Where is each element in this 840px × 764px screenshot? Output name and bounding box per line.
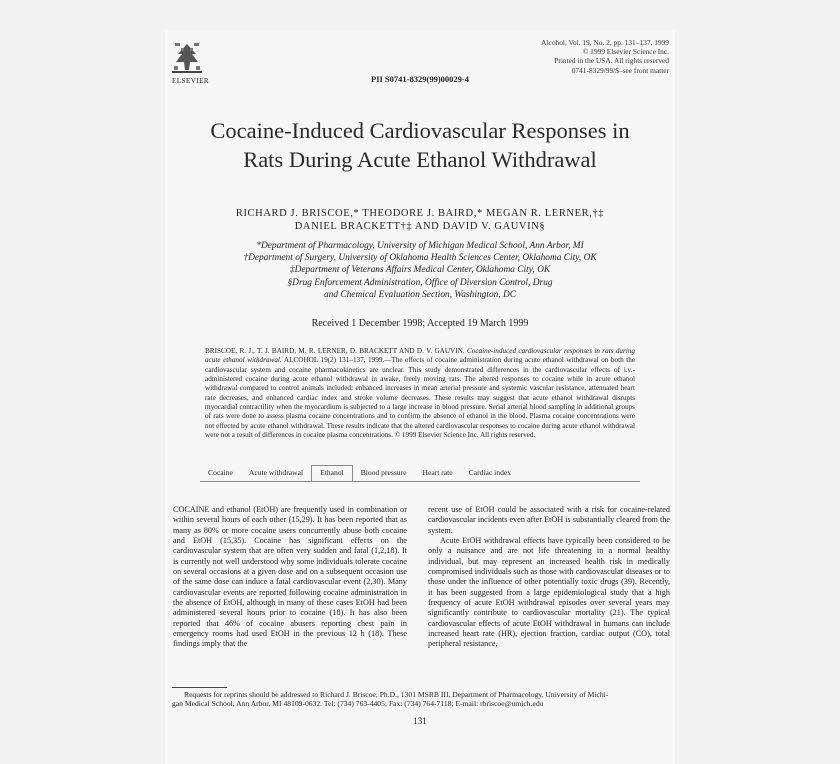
elsevier-logo-icon [172,40,202,74]
elsevier-logo-text: ELSEVIER [172,77,210,85]
journal-meta-line: © 1999 Elsevier Science Inc. [582,47,669,57]
footnote [172,690,672,709]
footnote-line-2: gan Medical School, Ann Arbor, MI 48109-0632. Tel: (734) 763-4405; Fax: (734) 764-7118; E-mail: rbriscoe@umich.edu [172,699,544,709]
authors-line-2: DANIEL BRACKETT†‡ AND DAVID V. GAUVIN§ [294,221,546,232]
affiliations [0,240,840,301]
page-number: 131 [413,716,427,726]
keyword-tab[interactable]: Heart rate [422,468,453,477]
keyword-tab[interactable]: Acute withdrawal [248,468,304,477]
abstract-citation-title: Cocaine-induced cardiovascular responses in rats during acute ethanol withdrawal. [205,347,635,365]
body-column-right [428,505,670,650]
keyword-tab-selected[interactable]: Ethanol [311,465,353,481]
body-column-left [173,505,407,650]
journal-meta-line: Printed in the USA. All rights reserved [554,56,669,66]
footnote-divider [172,687,227,688]
journal-meta [541,38,669,75]
abstract-citation-authors: BRISCOE, R. J., T. J. BAIRD, M. R. LERNER, D. BRACKETT AND D. V. GAUVIN. [205,347,465,355]
keyword-tab[interactable]: Cocaine [208,468,233,477]
received-dates: Received 1 December 1998; Accepted 19 March 1999 [311,318,529,329]
keyword-tab[interactable]: Blood pressure [360,468,407,477]
affiliation-line: ‡Department of Veterans Affairs Medical Center, Oklahoma City, OK [289,265,551,276]
keyword-tabs [200,463,640,482]
author-list [0,207,840,233]
pii-identifier: PII S0741-8329(99)00029-4 [371,74,469,84]
journal-meta-line: 0741-8329/99/$–see front matter [571,65,669,75]
footnote-line-1: Requests for reprints should be addressed to Richard J. Briscoe, Ph.D., 1301 MSRB III, Department of Pharmacology, University of Michi- [184,690,609,699]
abstract-citation-journal: ALCOHOL 19(2) 131–137, 1999.— [283,356,392,365]
affiliation-line: *Department of Pharmacology, University of Michigan Medical School, Ann Arbor, MI [256,241,584,251]
body-paragraph: Acute EtOH withdrawal effects have typically been considered to be only a nuisance and are not life threatening in a normal healthy individual, but may represent an increased health risk in medically compromised individuals such as those with cardiovascular diseases or to those under the influence of other potentially toxic drugs (39). Recently, it has been suggested from a large epidemiological study that a high frequency of acute EtOH withdrawal episodes over several years may significantly contribute to cardiovascular mortality (21). The typical cardiovascular effects of acute EtOH withdrawal in humans can include increased heart rate (HR), ejection fraction, cardiac output (CO), total peripheral resistance, [428,536,670,649]
title-line-1: Cocaine-Induced Cardiovascular Responses in [210,118,630,143]
body-paragraph: COCAINE and ethanol (EtOH) are frequently used in combination or within several hours of each other (15,29). It has been reported that as many as 80% or more cocaine users concurrently abuse both cocaine and EtOH (15,35). Cocaine has significant effects on the cardiovascular system that are often very sudden and fatal (1,2,18). It is currently not well understood why some individuals tolerate cocaine on several occasions at a given dose and on a subsequent occasion use of the same dose can induce a fatal cardiovascular event (2,30). Many cardiovascular events are reported following cocaine administration in the absence of EtOH, although in many of these cases EtOH had been administered several hours prior to cocaine (18). It has also been reported that 46% of cocaine abusers reporting chest pain in emergency rooms had used EtOH in the previous 12 h (18). These findings imply that the [173,505,407,649]
abstract-body: The effects of cocaine administration during acute ethanol withdrawal on both the cardiovascular system and cocaine pharmacokinetics are unclear. This study demonstrated differences in the cardiovascular effects of i.v.-administered cocaine during acute ethanol withdrawal in awake, freely moving rats. The altered responses to cocaine while in acute ethanol withdrawal compared to control animals included: enhanced increases in mean arterial pressure and systemic vascular resistance, attenuated heart rate decreases, and enhanced cardiac index and stroke volume decreases. These results may suggest that acute ethanol withdrawal disrupts myocardial contractility when the myocardium is subjected to a large increase in blood pressure. Serial arterial blood sampling in additional groups of rats were done to assess plasma cocaine concentrations and to confirm the absence of ethanol in the blood. Plasma cocaine concentrations were not effected by acute ethanol withdrawal. These results indicate that the altered cardiovascular responses to cocaine during acute ethanol withdrawal were not a result of differences in cocaine plasma concentrations. © 1999 Elsevier Science Inc. All rights reserved. [205,356,636,440]
article-title [0,116,840,174]
affiliation-line: †Department of Surgery, University of Oklahoma Health Sciences Center, Oklahoma City, OK [243,253,597,264]
authors-line-1: RICHARD J. BRISCOE,* THEODORE J. BAIRD,* MEGAN R. LERNER,†‡ [235,208,605,219]
journal-meta-line: Alcohol, Vol. 19, No. 2, pp. 131–137, 1999 [541,38,669,47]
affiliation-line: and Chemical Evaluation Section, Washington, DC [323,289,517,300]
body-paragraph: recent use of EtOH could be associated with a risk for cocaine-related cardiovascular incidents even after EtOH is substantially cleared from the system. [428,505,670,535]
abstract [205,347,635,440]
keyword-tab[interactable]: Cardiac index [468,468,512,477]
title-line-2: Rats During Acute Ethanol Withdrawal [243,147,597,172]
affiliation-line: §Drug Enforcement Administration, Office of Diversion Control, Drug [287,277,553,288]
